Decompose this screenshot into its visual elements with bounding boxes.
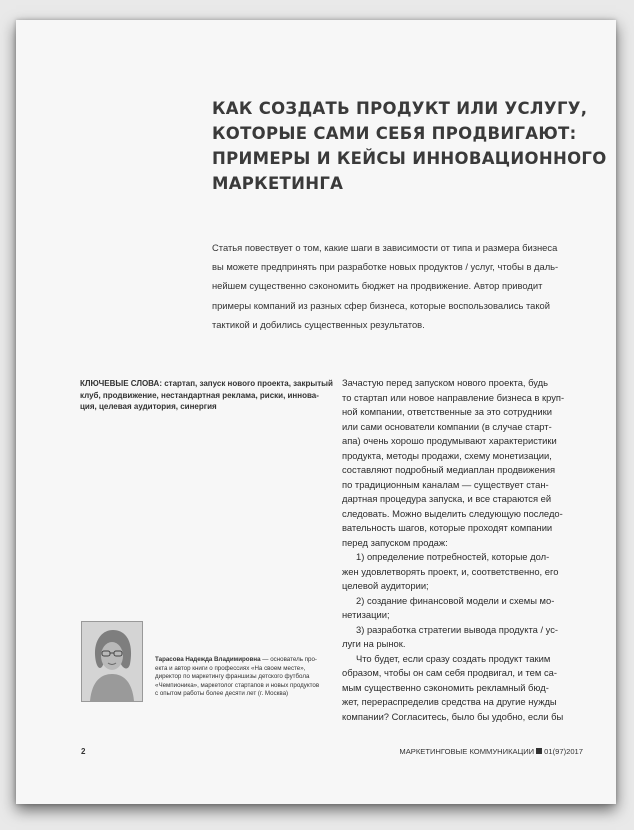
body-line: дартная процедура запуска, и все стараются ей bbox=[342, 493, 552, 504]
list-item: 3) разработка стратегии вывода продукта / ус- bbox=[356, 623, 559, 635]
body-line: мым существенно сэкономить рекламный бюд- bbox=[342, 681, 549, 693]
author-line: директор по маркетингу франшизы детского футбола bbox=[155, 673, 310, 681]
lead-line: нейшем существенно сэкономить бюджет на продвижение. Автор приводит bbox=[212, 280, 543, 292]
author-line: екта и автор книги о профессиях «На своем месте», bbox=[155, 664, 306, 672]
body-line: компании? Согласитесь, было бы удобно, если бы bbox=[342, 710, 564, 722]
body-line: жет, перераспределив средства на другие нужды bbox=[342, 696, 557, 707]
body-line: апа) очень хорошо продумывают характеристики bbox=[342, 435, 557, 446]
author-line: с опытом работы более десяти лет (г. Москва) bbox=[155, 690, 289, 698]
magazine-page bbox=[16, 20, 616, 804]
article-lead bbox=[212, 238, 597, 334]
body-line: нетизации; bbox=[342, 609, 390, 620]
separator-square-icon bbox=[536, 748, 542, 754]
author-portrait-image bbox=[82, 622, 142, 701]
keywords-block bbox=[80, 378, 333, 413]
body-line: Зачастую перед запуском нового проекта, будь bbox=[342, 377, 549, 388]
body-line: продукта, методы продажи, схему монетизации, bbox=[342, 449, 552, 461]
body-line: луги на рынок. bbox=[342, 638, 406, 649]
keywords-line: КЛЮЧЕВЫЕ СЛОВА: стартап, запуск нового проекта, закрытый bbox=[80, 379, 333, 388]
title-line: ПРИМЕРЫ И КЕЙСЫ ИННОВАЦИОННОГО bbox=[212, 149, 607, 168]
article-title bbox=[212, 96, 607, 196]
lead-line: тактикой и добились существенных результатов. bbox=[212, 318, 425, 330]
body-line: или сами основатели компании (в случае старт- bbox=[342, 420, 552, 432]
body-line: жен удовлетворять проект, и, соответственно, его bbox=[342, 565, 559, 577]
body-line: образом, чтобы он сам себя продвигал, и тем са- bbox=[342, 667, 557, 678]
list-item: 1) определение потребностей, которые дол- bbox=[356, 551, 550, 562]
body-line: то стартап или новое направление бизнеса в круп- bbox=[342, 391, 565, 403]
body-line: по традиционным каналам — существует стан- bbox=[342, 478, 549, 490]
author-name: Тарасова Надежда Владимировна bbox=[155, 656, 261, 663]
page-number: 2 bbox=[81, 747, 86, 756]
author-photo bbox=[81, 621, 143, 702]
body-line: целевой аудитории; bbox=[342, 580, 429, 591]
article-body bbox=[342, 376, 610, 724]
author-bio bbox=[155, 656, 345, 699]
journal-name: МАРКЕТИНГОВЫЕ КОММУНИКАЦИИ bbox=[399, 747, 535, 756]
title-line: МАРКЕТИНГА bbox=[212, 174, 344, 193]
title-line: КАК СОЗДАТЬ ПРОДУКТ ИЛИ УСЛУГУ, bbox=[212, 99, 588, 118]
body-line: вательность шагов, которые проходят компании bbox=[342, 522, 553, 533]
author-line: «Чемпионика», маркетолог стартапов и новых продуктов bbox=[155, 681, 320, 689]
keywords-line: ция, целевая аудитория, синергия bbox=[80, 402, 217, 412]
journal-issue: 01(97)2017 bbox=[544, 747, 583, 756]
body-line: перед запуском продаж: bbox=[342, 536, 448, 548]
body-line: следовать. Можно выделить следующую последо- bbox=[342, 507, 563, 519]
author-line: Тарасова Надежда Владимировна — основатель про- bbox=[155, 656, 317, 663]
body-line: Что будет, если сразу создать продукт таким bbox=[356, 652, 551, 664]
title-line: КОТОРЫЕ САМИ СЕБЯ ПРОДВИГАЮТ: bbox=[212, 124, 577, 143]
lead-line: вы можете предпринять при разработке новых продуктов / услуг, чтобы в даль- bbox=[212, 261, 559, 273]
list-item: 2) создание финансовой модели и схемы мо- bbox=[356, 594, 555, 606]
lead-line: Статья повествует о том, какие шаги в зависимости от типа и размера бизнеса bbox=[212, 242, 558, 253]
keywords-line: клуб, продвижение, нестандартная реклама, риски, иннова- bbox=[80, 390, 319, 400]
journal-footer bbox=[399, 747, 583, 756]
body-line: ной компании, ответственные за это сотрудники bbox=[342, 406, 553, 417]
body-line: составляют подробный медиаплан продвижения bbox=[342, 464, 556, 475]
lead-line: примеры компаний из разных сфер бизнеса, которые воспользовались такой bbox=[212, 299, 551, 311]
